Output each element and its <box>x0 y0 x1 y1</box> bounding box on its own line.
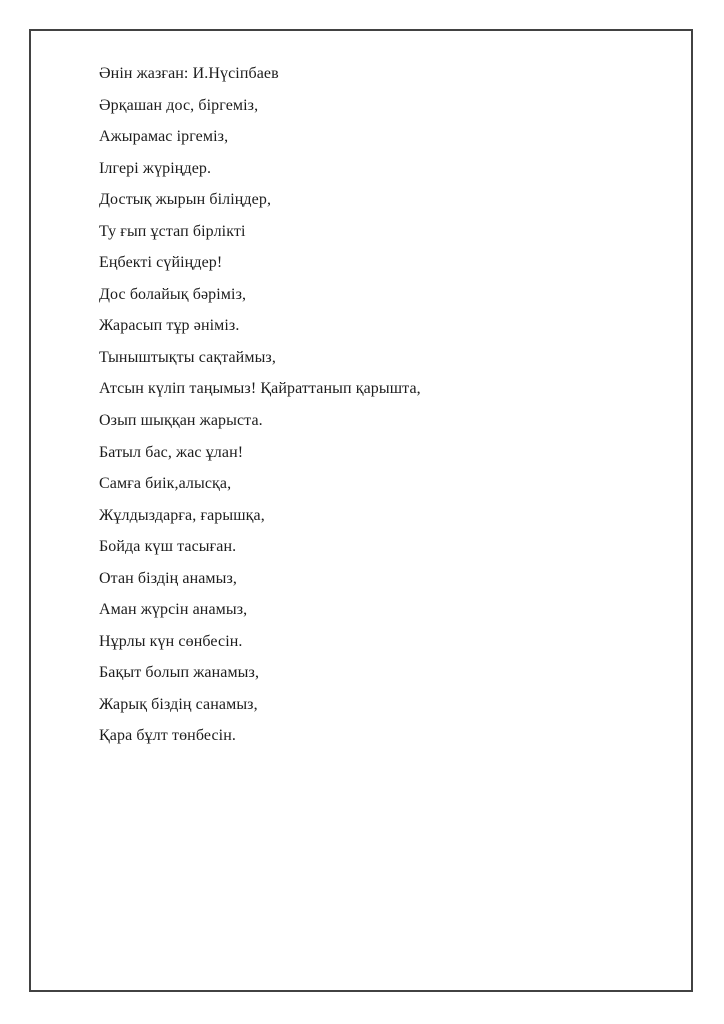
text-line: Әнін жазған: И.Нүсіпбаев <box>99 65 279 82</box>
text-line: Озып шыққан жарыста. <box>99 412 263 430</box>
lyrics-text-block <box>99 58 659 752</box>
text-line: Қара бұлт төнбесін. <box>99 727 236 745</box>
text-line: Жұлдыздарға, ғарышқа, <box>99 506 265 524</box>
text-line: Дос болайық бәріміз, <box>99 285 247 303</box>
text-line: Ту ғып ұстап бірлікті <box>99 222 246 240</box>
text-line: Ажырамас іргеміз, <box>99 128 229 146</box>
text-line: Батыл бас, жас ұлан! <box>99 443 244 461</box>
text-line: Бойда күш тасыған. <box>99 538 237 556</box>
text-line: Жарасып тұр әніміз. <box>99 317 240 335</box>
text-line: Еңбекті сүйіңдер! <box>99 254 223 272</box>
text-line: Жарық біздің санамыз, <box>99 695 258 713</box>
text-line: Достық жырын біліңдер, <box>99 191 272 209</box>
text-line: Самға биік,алысқа, <box>99 475 232 493</box>
text-line: Бақыт болып жанамыз, <box>99 664 260 682</box>
text-line: Тыныштықты сақтаймыз, <box>99 348 276 366</box>
text-line: Отан біздің анамыз, <box>99 569 238 587</box>
text-line: Атсын күліп таңымыз! Қайраттанып қарышта, <box>99 380 421 398</box>
text-line: Әрқашан дос, біргеміз, <box>99 96 259 114</box>
text-line: Ілгері жүріңдер. <box>99 159 212 177</box>
text-line: Нұрлы күн сөнбесін. <box>99 632 243 650</box>
text-line: Аман жүрсін анамыз, <box>99 601 248 619</box>
